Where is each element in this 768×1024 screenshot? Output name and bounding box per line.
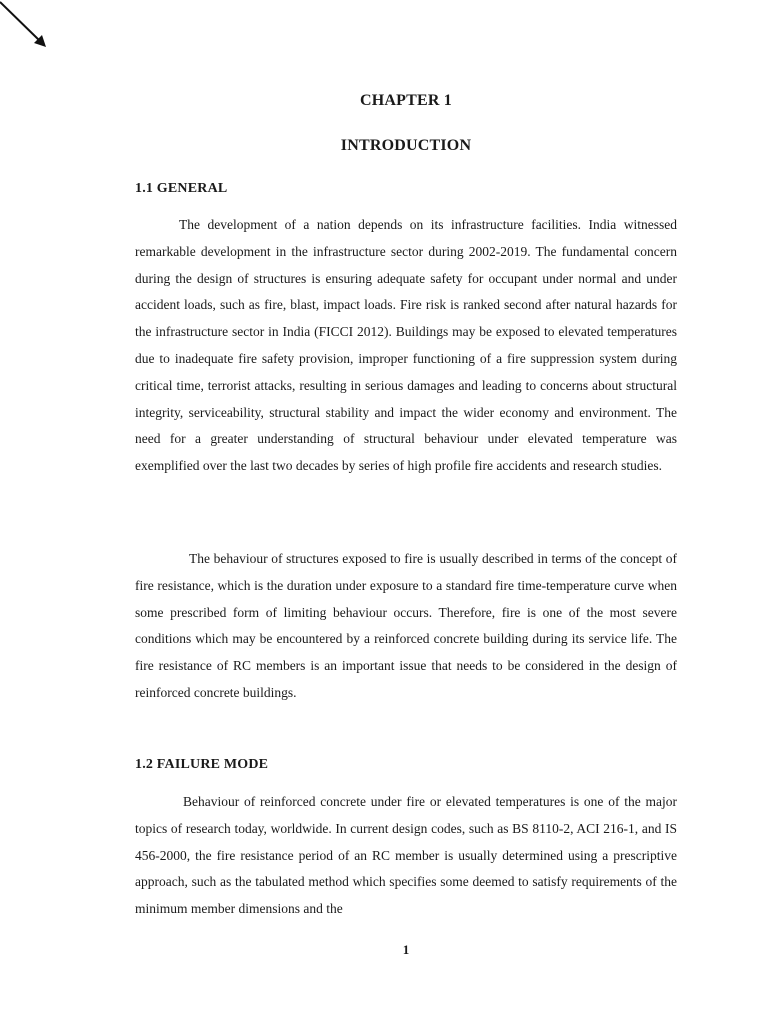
paragraph-failure-mode-1: Behaviour of reinforced concrete under fire or elevated temperatures is one of the major topics of research today, worldwide. In current design codes, such as BS 8110-2, ACI 216-1, and IS 456-2000, the fire resistance period of an RC member is usually determined using a prescriptive approach, such as the tabulated method which specifies some deemed to satisfy requirements of the minimum member dimensions and the [135,794,677,917]
chapter-title: INTRODUCTION [340,137,472,154]
section-heading-general: 1.1 GENERAL [135,181,228,196]
section-heading-failure-mode: 1.2 FAILURE MODE [135,757,269,772]
page-number: 1 [402,942,410,957]
chapter-label: CHAPTER 1 [359,92,453,109]
paragraph-general-1: The development of a nation depends on its infrastructure facilities. India witnessed remarkable development in the infrastructure sector during 2002-2019. The fundamental concern during the design of structures is ensuring adequate safety for occupant under normal and under accident loads, such as fire, blast, impact loads. Fire risk is ranked second after natural hazards for the infrastructure sector in India (FICCI 2012). Buildings may be exposed to elevated temperatures due to inadequate fire safety provision, improper functioning of a fire suppression system during critical time, terrorist attacks, resulting in serious damages and leading to concerns about structural integrity, serviceability, structural stability and impact the wider economy and environment. The need for a greater understanding of structural behaviour under elevated temperature was exemplified over the last two decades by series of high profile fire accidents and research studies. [135,217,677,474]
paragraph-general-2: The behaviour of structures exposed to fire is usually described in terms of the concept of fire resistance, which is the duration under exposure to a standard fire time-temperature curve when some prescribed form of limiting behaviour occurs. Therefore, fire is one of the most severe conditions which may be encountered by a reinforced concrete building during its service life. The fire resistance of RC members is an important issue that needs to be considered in the design of reinforced concrete buildings. [135,551,677,700]
arrow-down-right-icon [0,0,50,50]
